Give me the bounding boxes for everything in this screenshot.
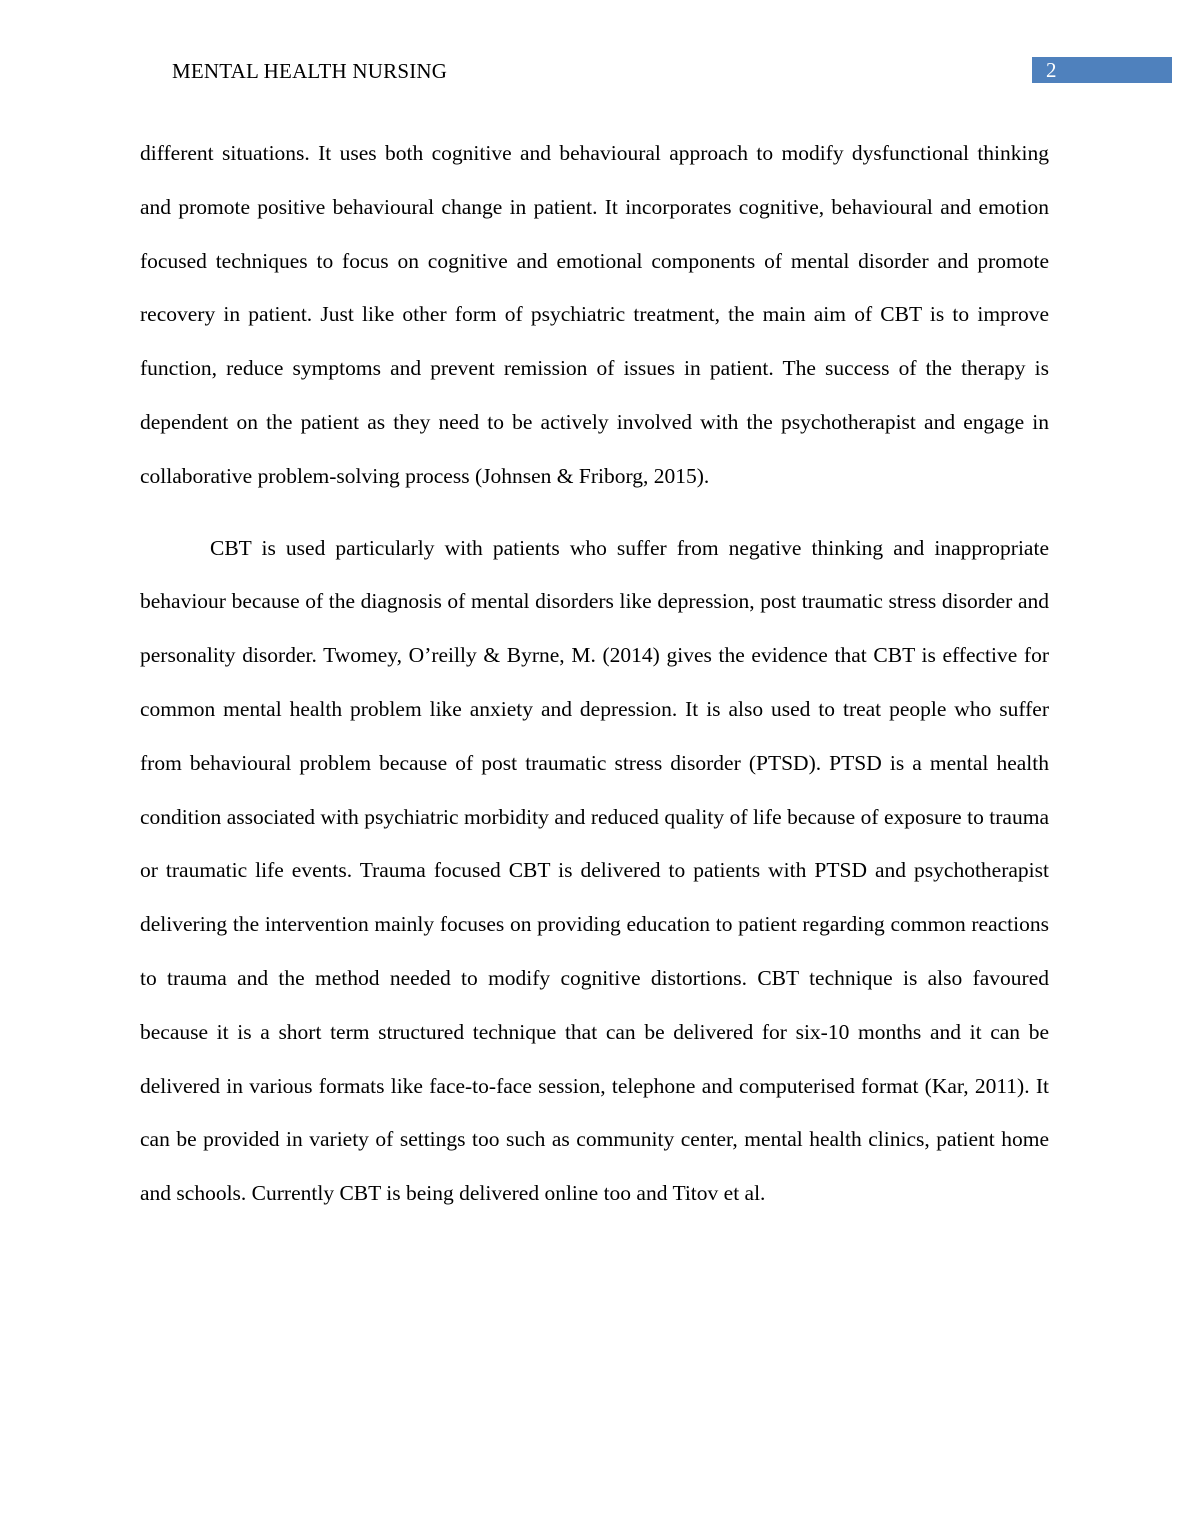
paragraph-2: CBT is used particularly with patients who suffer from negative thinking and inappropriate behaviour because of the diagnosis of mental disorders like depression, post traumatic stress disorder and personality disorder. Twomey, O’reilly & Byrne, M. (2014) gives the evidence that CBT is effective for common mental health problem like anxiety and depression. It is also used to treat people who suffer from behavioural problem because of post traumatic stress disorder (PTSD). PTSD is a mental health condition associated with psychiatric morbidity and reduced quality of life because of exposure to trauma or traumatic life events. Trauma focused CBT is delivered to patients with PTSD and psychotherapist delivering the intervention mainly focuses on providing education to patient regarding common reactions to trauma and the method needed to modify cognitive distortions. CBT technique is also favoured because it is a short term structured technique that can be delivered for six-10 months and it can be delivered in various formats like face-to-face session, telephone and computerised format (Kar, 2011). It can be provided in variety of settings too such as community center, mental health clinics, patient home and schools. Currently CBT is being delivered online too and Titov et al.: [140, 535, 1049, 1206]
page-number-box: [1032, 57, 1172, 83]
paragraph-1: different situations. It uses both cognitive and behavioural approach to modify dysfunctional thinking and promote positive behavioural change in patient. It incorporates cognitive, behavioural and emotion focused techniques to focus on cognitive and emotional components of mental disorder and promote recovery in patient. Just like other form of psychiatric treatment, the main aim of CBT is to improve function, reduce symptoms and prevent remission of issues in patient. The success of the therapy is dependent on the patient as they need to be actively involved with the psychotherapist and engage in collaborative problem-solving process (Johnsen & Friborg, 2015).: [140, 141, 1049, 488]
body-text: [140, 127, 1049, 1221]
page-number: 2: [1046, 58, 1057, 82]
running-head: MENTAL HEALTH NURSING: [172, 59, 448, 83]
